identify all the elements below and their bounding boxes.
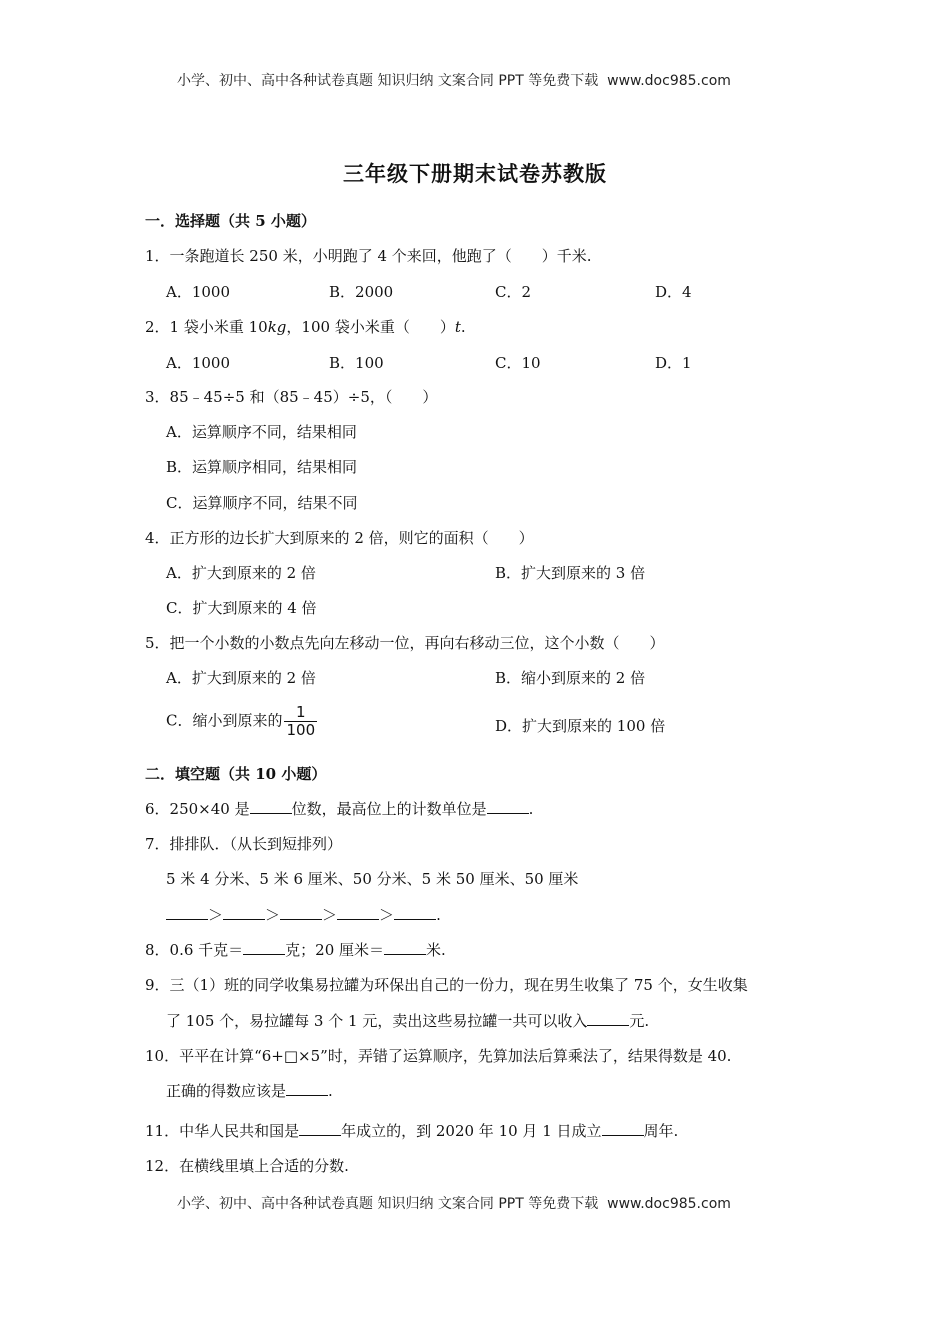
- answer-blank: [487, 799, 529, 814]
- q11-text-2: 年成立的，到 2020 年 10 月 1 日成立: [341, 1122, 602, 1140]
- answer-blank: [243, 940, 285, 955]
- q7-items: 5 米 4 分米、5 米 6 厘米、50 分米、5 米 50 厘米、50 厘米: [166, 870, 579, 888]
- question-8: [145, 939, 446, 960]
- q1-option-c: C．2: [495, 283, 532, 301]
- q2-option-a: A．1000: [166, 354, 231, 372]
- q11-text-1: 11．中华人民共和国是: [145, 1122, 300, 1140]
- question-6: [145, 798, 533, 819]
- q2-option-d: D．1: [655, 354, 692, 372]
- question-7: 7．排排队．（从长到短排列）: [145, 835, 343, 853]
- fraction-denominator: 100: [286, 721, 316, 739]
- q3-option-b: B．运算顺序相同，结果相同: [166, 458, 358, 476]
- question-1: 1．一条跑道长 250 米，小明跑了 4 个来回，他跑了（ ）千米.: [145, 247, 592, 265]
- question-5: 5．把一个小数的小数点先向左移动一位，再向右移动三位，这个小数（ ）: [145, 634, 665, 652]
- fraction-1-100: [284, 704, 317, 739]
- header-site-link[interactable]: www.doc985.com: [607, 73, 731, 89]
- question-2: [145, 316, 466, 337]
- q2-option-b: B．100: [329, 354, 384, 372]
- answer-blank: [602, 1121, 644, 1136]
- page-footer: [177, 1193, 731, 1213]
- q6-text-2: 位数，最高位上的计数单位是: [291, 800, 487, 818]
- q8-text-2: 克；20 厘米＝: [285, 941, 385, 959]
- q2-text-3: .: [460, 318, 466, 336]
- question-9: 9．三（1）班的同学收集易拉罐为环保出自己的一份力，现在男生收集了 75 个，女生收集: [145, 976, 748, 994]
- question-9-line-2: [166, 1010, 649, 1031]
- greater-than-sign: ＞: [379, 906, 395, 924]
- question-11: [145, 1120, 678, 1141]
- answer-blank: [299, 1121, 341, 1136]
- question-10-line-2: [166, 1080, 333, 1101]
- q2-unit-t: t: [454, 318, 461, 336]
- q5-option-d: D．扩大到原来的 100 倍: [495, 717, 666, 735]
- q8-text-1: 8．0.6 千克＝: [145, 941, 244, 959]
- q10-text-2: .: [328, 1082, 333, 1100]
- section-choice-title: 一．选择题（共 5 小题）: [145, 212, 316, 230]
- q4-option-c: C．扩大到原来的 4 倍: [166, 599, 317, 617]
- q5-option-c-text: C．缩小到原来的: [166, 711, 283, 730]
- question-3: 3．85﹣45÷5 和（85﹣45）÷5，（ ）: [145, 388, 438, 406]
- answer-blank: [280, 905, 322, 920]
- q1-option-a: A．1000: [166, 283, 231, 301]
- q7-order-line: [166, 904, 441, 925]
- q2-text-2: ，100 袋小米重（ ）: [286, 318, 455, 336]
- answer-blank: [394, 905, 436, 920]
- page-header: [177, 70, 731, 90]
- greater-than-sign: ＞: [208, 906, 224, 924]
- q9-text-1: 了 105 个，易拉罐每 3 个 1 元，卖出这些易拉罐一共可以收入: [166, 1012, 588, 1030]
- answer-blank: [223, 905, 265, 920]
- q10-text-1: 正确的得数应该是: [166, 1082, 287, 1100]
- greater-than-sign: ＞: [322, 906, 338, 924]
- q1-option-b: B．2000: [329, 283, 394, 301]
- question-10: 10．平平在计算“6+□×5”时，弄错了运算顺序，先算加法后算乘法了，结果得数是 40.: [145, 1047, 732, 1065]
- footer-site-link[interactable]: www.doc985.com: [607, 1196, 731, 1212]
- q1-option-d: D．4: [655, 283, 692, 301]
- answer-blank: [286, 1081, 328, 1096]
- page-title: 三年级下册期末试卷苏教版: [343, 161, 607, 186]
- q8-text-3: 米.: [426, 941, 446, 959]
- q2-option-c: C．10: [495, 354, 541, 372]
- answer-blank: [384, 940, 426, 955]
- section-fill-title: 二．填空题（共 10 小题）: [145, 765, 327, 783]
- q4-option-b: B．扩大到原来的 3 倍: [495, 564, 646, 582]
- q9-text-2: 元.: [629, 1012, 650, 1030]
- q11-text-3: 周年.: [643, 1122, 679, 1140]
- fraction-numerator: 1: [296, 703, 306, 721]
- q3-option-c: C．运算顺序不同，结果不同: [166, 494, 358, 512]
- greater-than-sign: ＞: [265, 906, 281, 924]
- q3-option-a: A．运算顺序不同，结果相同: [166, 423, 357, 441]
- q5-option-a: A．扩大到原来的 2 倍: [166, 669, 316, 687]
- question-12: 12．在横线里填上合适的分数.: [145, 1157, 349, 1175]
- answer-blank: [337, 905, 379, 920]
- q2-text-1: 2．1 袋小米重 10: [145, 318, 268, 336]
- answer-blank: [587, 1011, 629, 1026]
- q5-option-c: [166, 704, 317, 739]
- q6-text-3: .: [528, 800, 534, 818]
- q7-end: .: [436, 906, 441, 924]
- q5-option-b: B．缩小到原来的 2 倍: [495, 669, 646, 687]
- q2-unit-kg: kg: [267, 318, 287, 336]
- q6-text-1: 6．250×40 是: [145, 800, 250, 818]
- footer-text: 小学、初中、高中各种试卷真题 知识归纳 文案合同 PPT 等免费下载: [177, 1196, 599, 1212]
- answer-blank: [166, 905, 208, 920]
- q4-option-a: A．扩大到原来的 2 倍: [166, 564, 316, 582]
- question-4: 4．正方形的边长扩大到原来的 2 倍，则它的面积（ ）: [145, 529, 534, 547]
- header-text: 小学、初中、高中各种试卷真题 知识归纳 文案合同 PPT 等免费下载: [177, 73, 599, 89]
- answer-blank: [250, 799, 292, 814]
